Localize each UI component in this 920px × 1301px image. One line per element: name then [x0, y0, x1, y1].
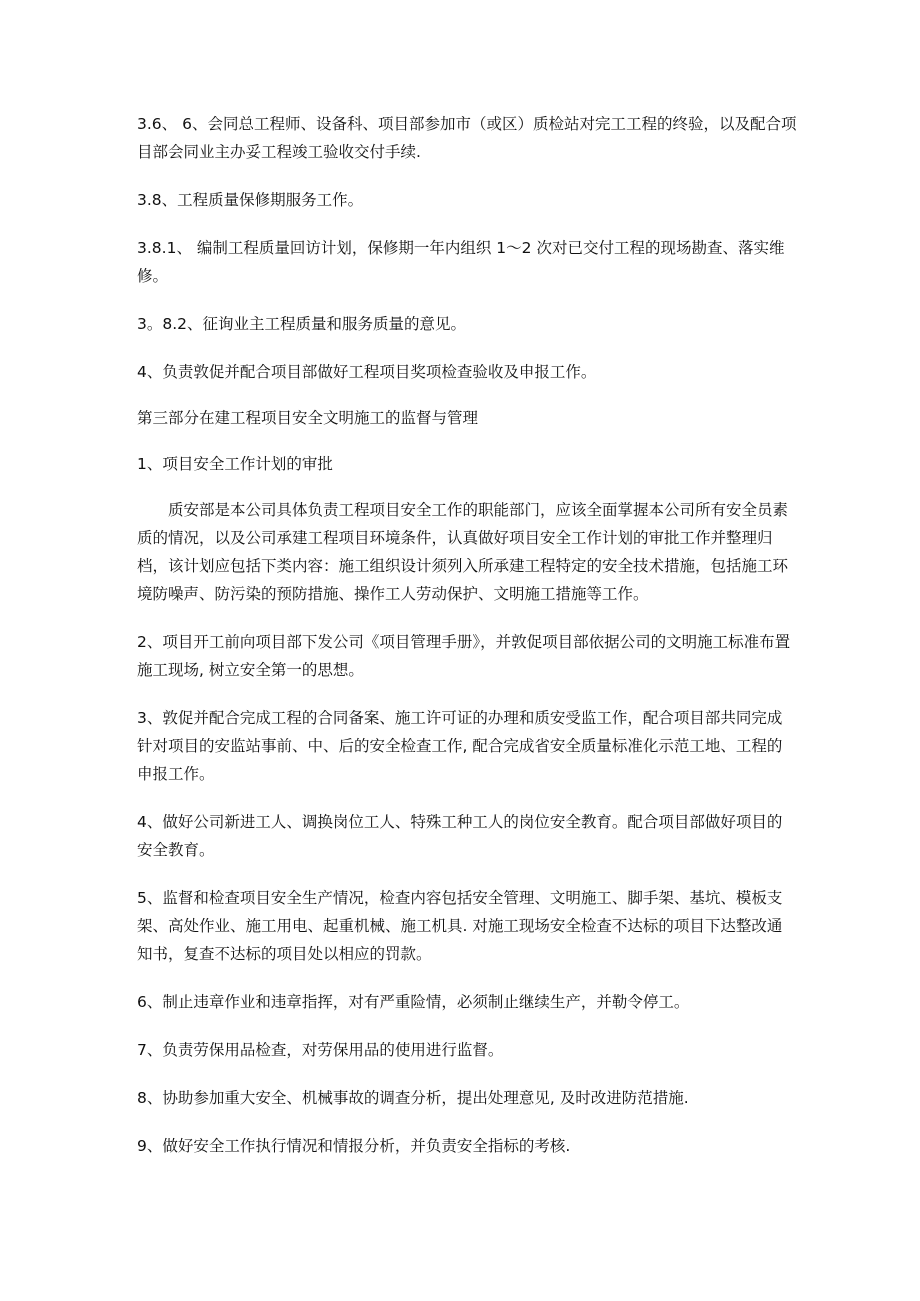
paragraph-item-8: 8、协助参加重大安全、机械事故的调查分析，提出处理意见, 及时改进防范措施. [137, 1089, 689, 1107]
paragraph-item-4: 4、做好公司新进工人、调换岗位工人、特殊工种工人的岗位安全教育。配合项目部做好项目的安全教育。 [137, 813, 783, 859]
section-heading-part-three: 第三部分在建工程项目安全文明施工的监督与管理 [137, 409, 479, 427]
paragraph-3-8-1: 3.8.1、 编制工程质量回访计划，保修期一年内组织 1～2 次对已交付工程的现场勘查、落实维修。 [137, 239, 785, 285]
paragraph-item-3: 3、敦促并配合完成工程的合同备案、施工许可证的办理和质安受监工作，配合项目部共同完成针对项目的安监站事前、中、后的安全检查工作, 配合完成省安全质量标准化示范工地、工程的申报工作。 [137, 709, 783, 783]
document-body [137, 110, 797, 1180]
paragraph-3-8: 3.8、工程质量保修期服务工作。 [137, 191, 364, 209]
paragraph-item-2: 2、项目开工前向项目部下发公司《项目管理手册》，并敦促项目部依据公司的文明施工标准布置施工现场, 树立安全第一的思想。 [137, 633, 791, 679]
paragraph-3-6: 3.6、 6、会同总工程师、设备科、项目部参加市（或区）质检站对完工工程的终验，以及配合项目部会同业主办妥工程竣工验收交付手续. [137, 115, 797, 161]
paragraph-safety-dept: 质安部是本公司具体负责工程项目安全工作的职能部门，应该全面掌握本公司所有安全员素质的情况，以及公司承建工程项目环境条件，认真做好项目安全工作计划的审批工作并整理归档，该计划应包括下类内容：施工组织设计须列入所承建工程特定的安全技术措施，包括施工环境防噪声、防污染的预防措施、操作工人劳动保护、文明施工措施等工作。 [137, 501, 789, 603]
paragraph-3-8-2: 3。8.2、征询业主工程质量和服务质量的意见。 [137, 315, 467, 333]
paragraph-item-6: 6、制止违章作业和违章指挥，对有严重险情，必须制止继续生产，并勒令停工。 [137, 993, 690, 1011]
paragraph-item-7: 7、负责劳保用品检查，对劳保用品的使用进行监督。 [137, 1041, 504, 1059]
paragraph-4-awards: 4、负责敦促并配合项目部做好工程项目奖项检查验收及申报工作。 [137, 363, 597, 381]
subheading-safety-plan: 1、项目安全工作计划的审批 [137, 455, 333, 473]
paragraph-item-9: 9、做好安全工作执行情况和情报分析，并负责安全指标的考核. [137, 1137, 571, 1155]
paragraph-item-5: 5、监督和检查项目安全生产情况，检查内容包括安全管理、文明施工、脚手架、基坑、模板支架、高处作业、施工用电、起重机械、施工机具. 对施工现场安全检查不达标的项目下达整改通知书，复查不达标的项目处以相应的罚款。 [137, 889, 783, 963]
